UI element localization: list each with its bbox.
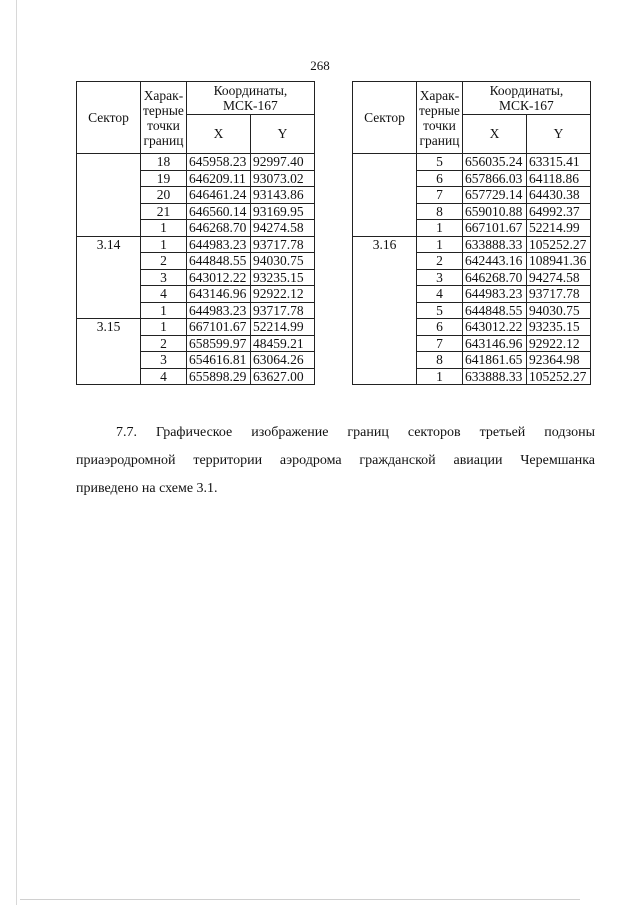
y-coordinate-cell: 64118.86 (526, 170, 590, 187)
point-number-cell: 1 (141, 236, 187, 253)
y-coordinate-cell: 93073.02 (250, 170, 314, 187)
header-y: Y (250, 115, 314, 154)
point-number-cell: 1 (417, 236, 463, 253)
point-number-cell: 20 (141, 187, 187, 204)
point-number-cell: 8 (417, 352, 463, 369)
point-number-cell: 21 (141, 203, 187, 220)
header-points-line2: терные (143, 102, 184, 118)
x-coordinate-cell: 667101.67 (186, 319, 250, 336)
y-coordinate-cell: 52214.99 (250, 319, 314, 336)
y-coordinate-cell: 105252.27 (526, 236, 590, 253)
x-coordinate-cell: 646268.70 (186, 220, 250, 237)
y-coordinate-cell: 63315.41 (526, 154, 590, 171)
x-coordinate-cell: 657866.03 (462, 170, 526, 187)
x-coordinate-cell: 655898.29 (186, 368, 250, 385)
table-row (353, 236, 591, 253)
x-coordinate-cell: 657729.14 (462, 187, 526, 204)
point-number-cell: 4 (141, 286, 187, 303)
scan-edge-left (16, 0, 17, 905)
table-row (77, 236, 315, 253)
point-number-cell: 8 (417, 203, 463, 220)
header-boundary-points (417, 82, 463, 154)
sector-cell (353, 154, 417, 237)
table-row (77, 319, 315, 336)
paragraph-line-3: приведено на схеме 3.1. (76, 481, 218, 496)
x-coordinate-cell: 667101.67 (462, 220, 526, 237)
x-coordinate-cell: 645958.23 (186, 154, 250, 171)
y-coordinate-cell: 64430.38 (526, 187, 590, 204)
y-coordinate-cell: 94274.58 (526, 269, 590, 286)
table-row (353, 154, 591, 171)
point-number-cell: 5 (417, 154, 463, 171)
page-number: 268 (310, 58, 330, 73)
point-number-cell: 5 (417, 302, 463, 319)
header-points-line1: Харак- (143, 87, 184, 103)
x-coordinate-cell: 646461.24 (186, 187, 250, 204)
y-coordinate-cell: 94030.75 (250, 253, 314, 270)
y-coordinate-cell: 92364.98 (526, 352, 590, 369)
y-coordinate-cell: 93717.78 (250, 302, 314, 319)
paragraph-line-1: 7.7. Графическое изображение границ секторов третьей подзоны (116, 425, 595, 440)
sector-cell: 3.15 (77, 319, 141, 385)
paragraph-line-2: приаэродромной территории аэродрома гражданской авиации Черемшанка (76, 453, 595, 468)
x-coordinate-cell: 646209.11 (186, 170, 250, 187)
coordinates-table-left (76, 81, 315, 385)
header-coords-line1: Координаты, (489, 83, 564, 98)
y-coordinate-cell: 93235.15 (250, 269, 314, 286)
sector-cell: 3.16 (353, 236, 417, 385)
point-number-cell: 7 (417, 187, 463, 204)
scan-edge-bottom (20, 899, 580, 900)
y-coordinate-cell: 92922.12 (250, 286, 314, 303)
y-coordinate-cell: 93169.95 (250, 203, 314, 220)
x-coordinate-cell: 644983.23 (186, 302, 250, 319)
y-coordinate-cell: 93143.86 (250, 187, 314, 204)
point-number-cell: 1 (141, 302, 187, 319)
table-row (77, 154, 315, 171)
x-coordinate-cell: 644983.23 (462, 286, 526, 303)
point-number-cell: 6 (417, 170, 463, 187)
point-number-cell: 7 (417, 335, 463, 352)
x-coordinate-cell: 646560.14 (186, 203, 250, 220)
y-coordinate-cell: 48459.21 (250, 335, 314, 352)
y-coordinate-cell: 92922.12 (526, 335, 590, 352)
x-coordinate-cell: 643146.96 (186, 286, 250, 303)
header-points-line3: точки (423, 117, 456, 133)
point-number-cell: 18 (141, 154, 187, 171)
y-coordinate-cell: 93235.15 (526, 319, 590, 336)
point-number-cell: 19 (141, 170, 187, 187)
x-coordinate-cell: 659010.88 (462, 203, 526, 220)
point-number-cell: 1 (417, 368, 463, 385)
y-coordinate-cell: 63627.00 (250, 368, 314, 385)
x-coordinate-cell: 641861.65 (462, 352, 526, 369)
x-coordinate-cell: 643012.22 (186, 269, 250, 286)
x-coordinate-cell: 633888.33 (462, 368, 526, 385)
x-coordinate-cell: 654616.81 (186, 352, 250, 369)
header-points-line1: Харак- (419, 87, 460, 103)
header-coordinates (462, 82, 590, 115)
y-coordinate-cell: 94274.58 (250, 220, 314, 237)
x-coordinate-cell: 633888.33 (462, 236, 526, 253)
header-x: X (462, 115, 526, 154)
x-coordinate-cell: 643012.22 (462, 319, 526, 336)
y-coordinate-cell: 94030.75 (526, 302, 590, 319)
sector-cell: 3.14 (77, 236, 141, 319)
point-number-cell: 1 (417, 220, 463, 237)
y-coordinate-cell: 92997.40 (250, 154, 314, 171)
header-points-line2: терные (419, 102, 460, 118)
coordinates-table-right (352, 81, 591, 385)
x-coordinate-cell: 644848.55 (186, 253, 250, 270)
x-coordinate-cell: 658599.97 (186, 335, 250, 352)
point-number-cell: 2 (417, 253, 463, 270)
y-coordinate-cell: 63064.26 (250, 352, 314, 369)
x-coordinate-cell: 656035.24 (462, 154, 526, 171)
x-coordinate-cell: 644848.55 (462, 302, 526, 319)
point-number-cell: 3 (141, 269, 187, 286)
point-number-cell: 4 (141, 368, 187, 385)
point-number-cell: 1 (141, 319, 187, 336)
x-coordinate-cell: 642443.16 (462, 253, 526, 270)
header-boundary-points (141, 82, 187, 154)
header-x: X (186, 115, 250, 154)
header-coords-line2: МСК-167 (499, 98, 554, 113)
point-number-cell: 3 (141, 352, 187, 369)
header-coords-line2: МСК-167 (223, 98, 278, 113)
x-coordinate-cell: 644983.23 (186, 236, 250, 253)
header-sector: Сектор (77, 82, 141, 154)
header-sector: Сектор (353, 82, 417, 154)
sector-cell (77, 154, 141, 237)
header-points-line4: границ (419, 132, 460, 148)
point-number-cell: 1 (141, 220, 187, 237)
point-number-cell: 2 (141, 253, 187, 270)
y-coordinate-cell: 93717.78 (526, 286, 590, 303)
y-coordinate-cell: 52214.99 (526, 220, 590, 237)
point-number-cell: 4 (417, 286, 463, 303)
point-number-cell: 3 (417, 269, 463, 286)
y-coordinate-cell: 93717.78 (250, 236, 314, 253)
header-points-line3: точки (147, 117, 180, 133)
point-number-cell: 6 (417, 319, 463, 336)
y-coordinate-cell: 105252.27 (526, 368, 590, 385)
header-coordinates (186, 82, 314, 115)
x-coordinate-cell: 643146.96 (462, 335, 526, 352)
x-coordinate-cell: 646268.70 (462, 269, 526, 286)
header-coords-line1: Координаты, (213, 83, 288, 98)
header-points-line4: границ (143, 132, 184, 148)
y-coordinate-cell: 108941.36 (526, 253, 590, 270)
scheme-reference-paragraph (76, 419, 595, 503)
header-y: Y (526, 115, 590, 154)
point-number-cell: 2 (141, 335, 187, 352)
y-coordinate-cell: 64992.37 (526, 203, 590, 220)
